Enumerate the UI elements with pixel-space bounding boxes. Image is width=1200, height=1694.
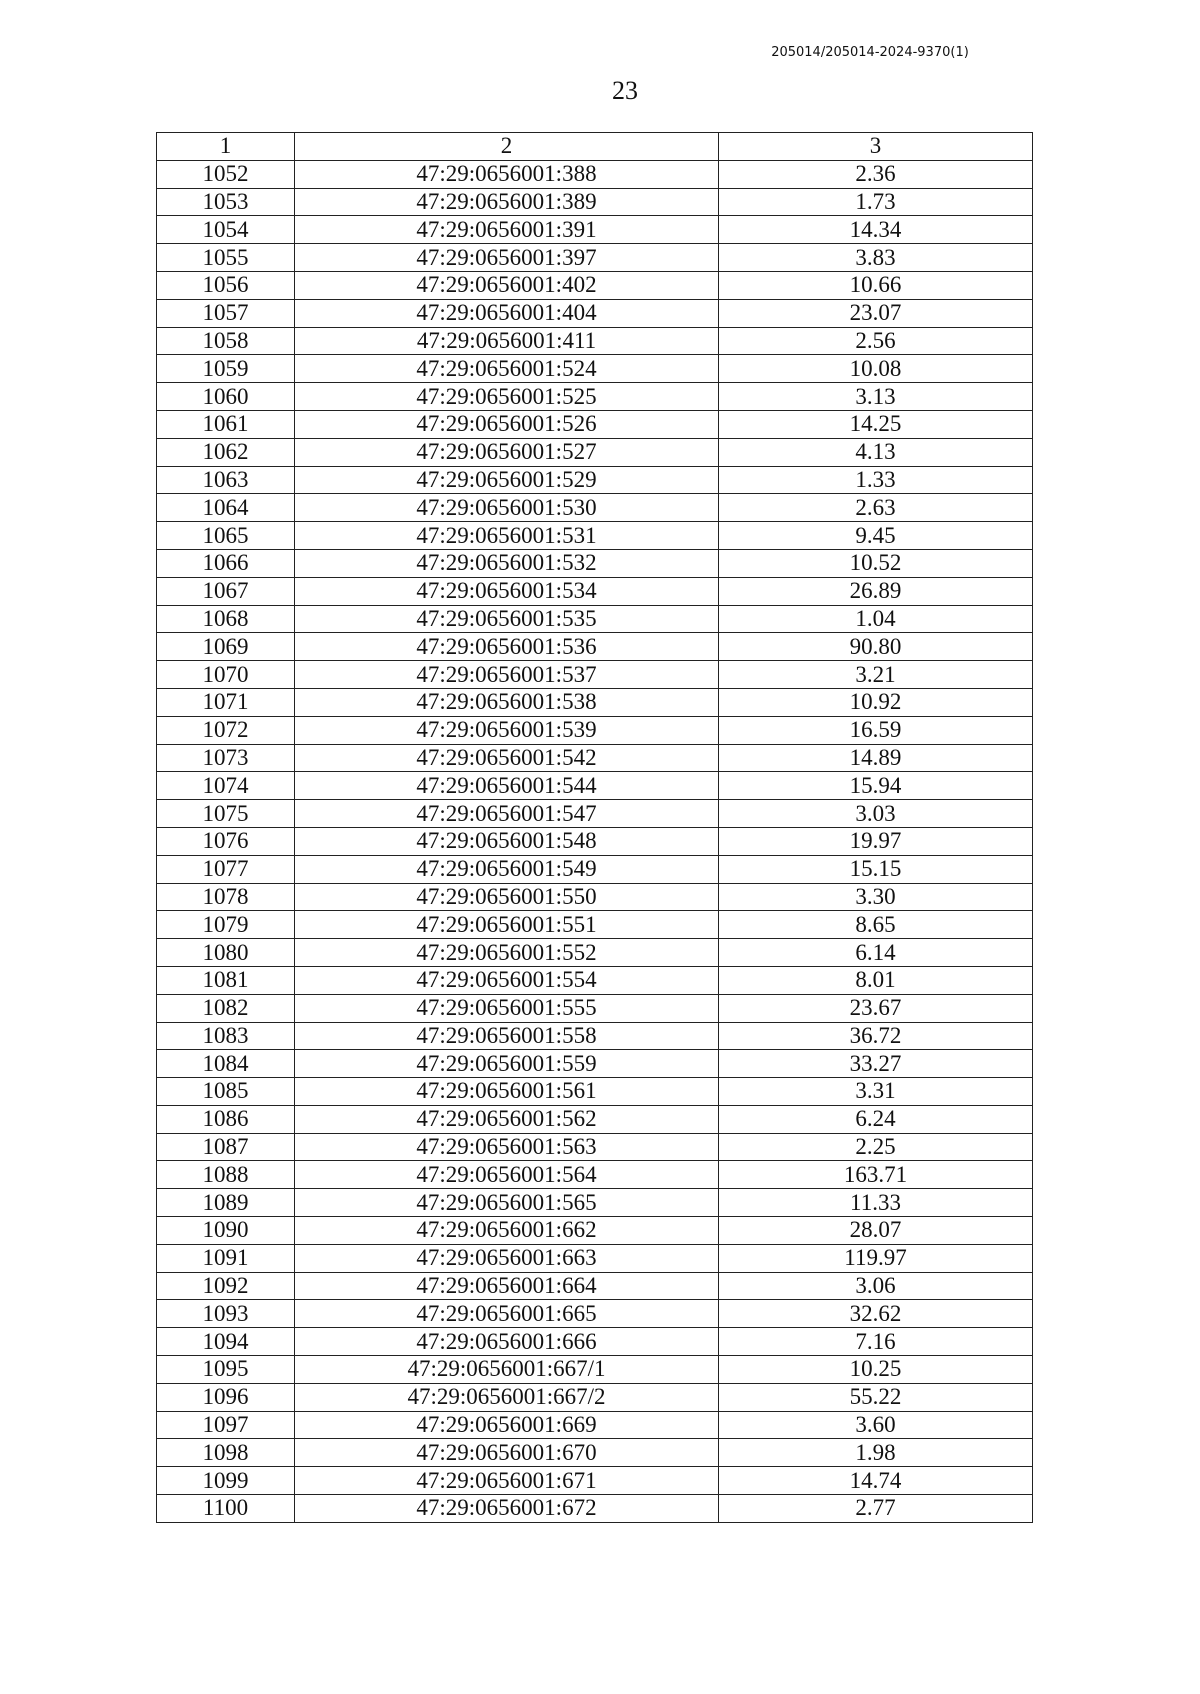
- cadastral-number-cell: 47:29:0656001:550: [295, 883, 719, 911]
- area-cell: 23.67: [719, 994, 1033, 1022]
- row-number-cell: 1100: [157, 1495, 295, 1523]
- table-body: [157, 160, 1033, 1522]
- row-number-cell: 1058: [157, 327, 295, 355]
- table-row: [157, 744, 1033, 772]
- table-row: [157, 911, 1033, 939]
- column-header: 1: [157, 133, 295, 161]
- table-row: [157, 244, 1033, 272]
- row-number-cell: 1086: [157, 1105, 295, 1133]
- table-row: [157, 1133, 1033, 1161]
- cadastral-number-cell: 47:29:0656001:531: [295, 522, 719, 550]
- row-number-cell: 1088: [157, 1161, 295, 1189]
- area-cell: 3.21: [719, 661, 1033, 689]
- area-cell: 55.22: [719, 1383, 1033, 1411]
- row-number-cell: 1057: [157, 299, 295, 327]
- row-number-cell: 1077: [157, 855, 295, 883]
- table-row: [157, 577, 1033, 605]
- row-number-cell: 1069: [157, 633, 295, 661]
- area-cell: 6.24: [719, 1105, 1033, 1133]
- area-cell: 2.56: [719, 327, 1033, 355]
- table-row: [157, 1467, 1033, 1495]
- document-id: 205014/205014-2024-9370(1): [771, 45, 969, 60]
- table-row: [157, 994, 1033, 1022]
- row-number-cell: 1095: [157, 1356, 295, 1384]
- row-number-cell: 1087: [157, 1133, 295, 1161]
- table-row: [157, 1411, 1033, 1439]
- area-cell: 14.34: [719, 216, 1033, 244]
- row-number-cell: 1059: [157, 355, 295, 383]
- table-row: [157, 1050, 1033, 1078]
- table-row: [157, 1272, 1033, 1300]
- cadastral-number-cell: 47:29:0656001:666: [295, 1328, 719, 1356]
- area-cell: 7.16: [719, 1328, 1033, 1356]
- cadastral-number-cell: 47:29:0656001:538: [295, 688, 719, 716]
- cadastral-number-cell: 47:29:0656001:558: [295, 1022, 719, 1050]
- area-cell: 1.33: [719, 466, 1033, 494]
- area-cell: 15.15: [719, 855, 1033, 883]
- cadastral-number-cell: 47:29:0656001:391: [295, 216, 719, 244]
- cadastral-number-cell: 47:29:0656001:549: [295, 855, 719, 883]
- area-cell: 1.04: [719, 605, 1033, 633]
- row-number-cell: 1071: [157, 688, 295, 716]
- table-row: [157, 939, 1033, 967]
- row-number-cell: 1091: [157, 1244, 295, 1272]
- area-cell: 19.97: [719, 827, 1033, 855]
- row-number-cell: 1097: [157, 1411, 295, 1439]
- table-row: [157, 549, 1033, 577]
- row-number-cell: 1073: [157, 744, 295, 772]
- cadastral-number-cell: 47:29:0656001:664: [295, 1272, 719, 1300]
- row-number-cell: 1090: [157, 1217, 295, 1245]
- cadastral-number-cell: 47:29:0656001:525: [295, 383, 719, 411]
- page-number: 23: [612, 76, 638, 105]
- cadastral-number-cell: 47:29:0656001:397: [295, 244, 719, 272]
- cadastral-number-cell: 47:29:0656001:539: [295, 716, 719, 744]
- row-number-cell: 1062: [157, 438, 295, 466]
- row-number-cell: 1056: [157, 271, 295, 299]
- table-row: [157, 271, 1033, 299]
- area-cell: 32.62: [719, 1300, 1033, 1328]
- area-cell: 28.07: [719, 1217, 1033, 1245]
- column-header: 2: [295, 133, 719, 161]
- cadastral-number-cell: 47:29:0656001:564: [295, 1161, 719, 1189]
- row-number-cell: 1092: [157, 1272, 295, 1300]
- cadastral-number-cell: 47:29:0656001:565: [295, 1189, 719, 1217]
- table-row: [157, 1105, 1033, 1133]
- table-row: [157, 160, 1033, 188]
- area-cell: 9.45: [719, 522, 1033, 550]
- table-row: [157, 605, 1033, 633]
- row-number-cell: 1055: [157, 244, 295, 272]
- parcel-table: [156, 132, 1033, 1523]
- row-number-cell: 1079: [157, 911, 295, 939]
- row-number-cell: 1052: [157, 160, 295, 188]
- area-cell: 119.97: [719, 1244, 1033, 1272]
- row-number-cell: 1076: [157, 827, 295, 855]
- cadastral-number-cell: 47:29:0656001:544: [295, 772, 719, 800]
- area-cell: 3.13: [719, 383, 1033, 411]
- area-cell: 163.71: [719, 1161, 1033, 1189]
- row-number-cell: 1084: [157, 1050, 295, 1078]
- area-cell: 33.27: [719, 1050, 1033, 1078]
- table-row: [157, 1189, 1033, 1217]
- table-row: [157, 661, 1033, 689]
- area-cell: 1.98: [719, 1439, 1033, 1467]
- table-row: [157, 1383, 1033, 1411]
- cadastral-number-cell: 47:29:0656001:524: [295, 355, 719, 383]
- row-number-cell: 1063: [157, 466, 295, 494]
- cadastral-number-cell: 47:29:0656001:561: [295, 1078, 719, 1106]
- table-row: [157, 216, 1033, 244]
- table-row: [157, 1078, 1033, 1106]
- row-number-cell: 1075: [157, 800, 295, 828]
- cadastral-number-cell: 47:29:0656001:669: [295, 1411, 719, 1439]
- table-row: [157, 827, 1033, 855]
- table-row: [157, 1439, 1033, 1467]
- area-cell: 14.89: [719, 744, 1033, 772]
- row-number-cell: 1089: [157, 1189, 295, 1217]
- row-number-cell: 1083: [157, 1022, 295, 1050]
- area-cell: 3.06: [719, 1272, 1033, 1300]
- cadastral-number-cell: 47:29:0656001:527: [295, 438, 719, 466]
- cadastral-number-cell: 47:29:0656001:542: [295, 744, 719, 772]
- cadastral-number-cell: 47:29:0656001:667/2: [295, 1383, 719, 1411]
- table-row: [157, 466, 1033, 494]
- row-number-cell: 1066: [157, 549, 295, 577]
- area-cell: 3.03: [719, 800, 1033, 828]
- row-number-cell: 1098: [157, 1439, 295, 1467]
- table-row: [157, 1217, 1033, 1245]
- area-cell: 1.73: [719, 188, 1033, 216]
- cadastral-number-cell: 47:29:0656001:554: [295, 966, 719, 994]
- table-row: [157, 688, 1033, 716]
- table-row: [157, 883, 1033, 911]
- area-cell: 2.25: [719, 1133, 1033, 1161]
- table-row: [157, 1022, 1033, 1050]
- row-number-cell: 1065: [157, 522, 295, 550]
- cadastral-number-cell: 47:29:0656001:530: [295, 494, 719, 522]
- cadastral-number-cell: 47:29:0656001:552: [295, 939, 719, 967]
- table-row: [157, 1300, 1033, 1328]
- table-row: [157, 383, 1033, 411]
- area-cell: 14.74: [719, 1467, 1033, 1495]
- area-cell: 2.77: [719, 1495, 1033, 1523]
- cadastral-number-cell: 47:29:0656001:555: [295, 994, 719, 1022]
- row-number-cell: 1054: [157, 216, 295, 244]
- row-number-cell: 1074: [157, 772, 295, 800]
- table-row: [157, 410, 1033, 438]
- area-cell: 8.01: [719, 966, 1033, 994]
- table-row: [157, 855, 1033, 883]
- cadastral-number-cell: 47:29:0656001:665: [295, 1300, 719, 1328]
- table-row: [157, 633, 1033, 661]
- area-cell: 36.72: [719, 1022, 1033, 1050]
- area-cell: 10.52: [719, 549, 1033, 577]
- cadastral-number-cell: 47:29:0656001:562: [295, 1105, 719, 1133]
- row-number-cell: 1078: [157, 883, 295, 911]
- cadastral-number-cell: 47:29:0656001:670: [295, 1439, 719, 1467]
- area-cell: 23.07: [719, 299, 1033, 327]
- cadastral-number-cell: 47:29:0656001:671: [295, 1467, 719, 1495]
- row-number-cell: 1081: [157, 966, 295, 994]
- cadastral-number-cell: 47:29:0656001:534: [295, 577, 719, 605]
- table-row: [157, 188, 1033, 216]
- cadastral-number-cell: 47:29:0656001:536: [295, 633, 719, 661]
- area-cell: 4.13: [719, 438, 1033, 466]
- cadastral-number-cell: 47:29:0656001:411: [295, 327, 719, 355]
- row-number-cell: 1053: [157, 188, 295, 216]
- table-header-row: [157, 133, 1033, 161]
- cadastral-number-cell: 47:29:0656001:535: [295, 605, 719, 633]
- area-cell: 3.60: [719, 1411, 1033, 1439]
- table-row: [157, 800, 1033, 828]
- area-cell: 3.31: [719, 1078, 1033, 1106]
- row-number-cell: 1099: [157, 1467, 295, 1495]
- area-cell: 2.36: [719, 160, 1033, 188]
- table-row: [157, 1328, 1033, 1356]
- area-cell: 15.94: [719, 772, 1033, 800]
- cadastral-number-cell: 47:29:0656001:402: [295, 271, 719, 299]
- area-cell: 11.33: [719, 1189, 1033, 1217]
- area-cell: 10.66: [719, 271, 1033, 299]
- cadastral-number-cell: 47:29:0656001:667/1: [295, 1356, 719, 1384]
- table-row: [157, 772, 1033, 800]
- area-cell: 10.08: [719, 355, 1033, 383]
- cadastral-number-cell: 47:29:0656001:547: [295, 800, 719, 828]
- column-header: 3: [719, 133, 1033, 161]
- row-number-cell: 1068: [157, 605, 295, 633]
- table-row: [157, 716, 1033, 744]
- row-number-cell: 1064: [157, 494, 295, 522]
- table-row: [157, 494, 1033, 522]
- row-number-cell: 1060: [157, 383, 295, 411]
- table-row: [157, 1161, 1033, 1189]
- table-row: [157, 1495, 1033, 1523]
- cadastral-number-cell: 47:29:0656001:389: [295, 188, 719, 216]
- cadastral-number-cell: 47:29:0656001:563: [295, 1133, 719, 1161]
- table-row: [157, 299, 1033, 327]
- area-cell: 3.83: [719, 244, 1033, 272]
- cadastral-number-cell: 47:29:0656001:529: [295, 466, 719, 494]
- cadastral-number-cell: 47:29:0656001:663: [295, 1244, 719, 1272]
- table-row: [157, 355, 1033, 383]
- cadastral-number-cell: 47:29:0656001:404: [295, 299, 719, 327]
- cadastral-number-cell: 47:29:0656001:532: [295, 549, 719, 577]
- table-row: [157, 1244, 1033, 1272]
- table-row: [157, 327, 1033, 355]
- cadastral-number-cell: 47:29:0656001:537: [295, 661, 719, 689]
- table-row: [157, 966, 1033, 994]
- cadastral-number-cell: 47:29:0656001:559: [295, 1050, 719, 1078]
- cadastral-number-cell: 47:29:0656001:662: [295, 1217, 719, 1245]
- area-cell: 16.59: [719, 716, 1033, 744]
- area-cell: 10.25: [719, 1356, 1033, 1384]
- row-number-cell: 1080: [157, 939, 295, 967]
- area-cell: 90.80: [719, 633, 1033, 661]
- row-number-cell: 1072: [157, 716, 295, 744]
- row-number-cell: 1096: [157, 1383, 295, 1411]
- cadastral-number-cell: 47:29:0656001:548: [295, 827, 719, 855]
- area-cell: 2.63: [719, 494, 1033, 522]
- cadastral-number-cell: 47:29:0656001:672: [295, 1495, 719, 1523]
- row-number-cell: 1094: [157, 1328, 295, 1356]
- row-number-cell: 1067: [157, 577, 295, 605]
- cadastral-number-cell: 47:29:0656001:526: [295, 410, 719, 438]
- cadastral-number-cell: 47:29:0656001:551: [295, 911, 719, 939]
- table-row: [157, 1356, 1033, 1384]
- row-number-cell: 1061: [157, 410, 295, 438]
- table-row: [157, 438, 1033, 466]
- row-number-cell: 1093: [157, 1300, 295, 1328]
- area-cell: 6.14: [719, 939, 1033, 967]
- area-cell: 10.92: [719, 688, 1033, 716]
- area-cell: 8.65: [719, 911, 1033, 939]
- table-row: [157, 522, 1033, 550]
- area-cell: 26.89: [719, 577, 1033, 605]
- area-cell: 14.25: [719, 410, 1033, 438]
- row-number-cell: 1085: [157, 1078, 295, 1106]
- row-number-cell: 1070: [157, 661, 295, 689]
- cadastral-number-cell: 47:29:0656001:388: [295, 160, 719, 188]
- area-cell: 3.30: [719, 883, 1033, 911]
- row-number-cell: 1082: [157, 994, 295, 1022]
